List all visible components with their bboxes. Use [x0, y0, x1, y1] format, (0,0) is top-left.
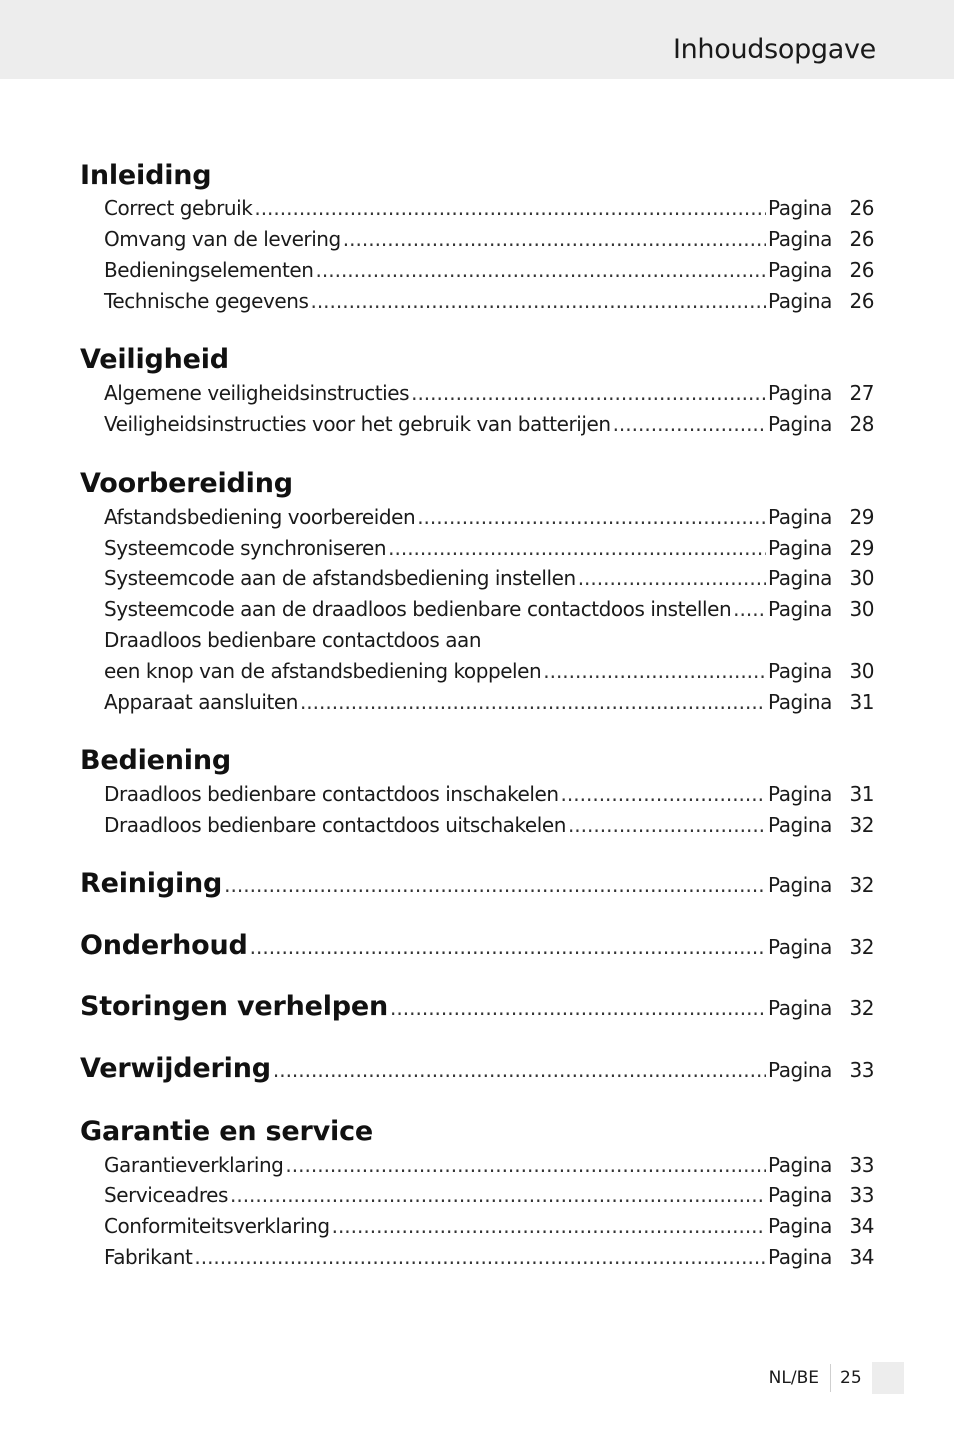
page-word: Pagina — [768, 412, 832, 436]
section-heading-bediening: Bediening — [80, 745, 232, 776]
page-number: 30 — [849, 659, 874, 683]
dot-leader — [194, 1245, 766, 1269]
page-number: 31 — [849, 782, 874, 806]
page-word: Pagina — [768, 566, 832, 590]
page-number: 32 — [849, 996, 874, 1020]
section-heading-voorbereiding: Voorbereiding — [80, 468, 293, 499]
page-word: Pagina — [768, 1183, 832, 1207]
toc-entry[interactable] — [104, 289, 874, 320]
toc-entry-label: Veiligheidsinstructies voor het gebruik van batterijen — [104, 412, 611, 436]
toc-entry[interactable] — [104, 196, 874, 227]
footer-divider — [830, 1364, 831, 1392]
toc-entry-label: Draadloos bedienbare contactdoos uitschakelen — [104, 813, 566, 837]
toc-entry[interactable] — [104, 1245, 874, 1276]
toc-entry[interactable] — [104, 258, 874, 289]
dot-leader — [224, 873, 766, 897]
page-number: 30 — [849, 597, 874, 621]
toc-entry[interactable] — [104, 412, 874, 443]
page-word: Pagina — [768, 597, 832, 621]
toc-heading-entry-verwijdering[interactable] — [80, 1053, 874, 1093]
page-number: 33 — [849, 1058, 874, 1082]
page-word: Pagina — [768, 873, 832, 897]
toc-entry-label: Omvang van de levering — [104, 227, 341, 251]
page-number: 34 — [849, 1245, 874, 1269]
toc-entry[interactable] — [104, 782, 874, 813]
page-word: Pagina — [768, 381, 832, 405]
dot-leader — [310, 289, 766, 313]
toc-heading-entry-onderhoud[interactable] — [80, 930, 874, 970]
toc-entry[interactable] — [104, 597, 874, 628]
dot-leader — [578, 566, 766, 590]
page-word: Pagina — [768, 1214, 832, 1238]
page-number: 26 — [849, 258, 874, 282]
page-word: Pagina — [768, 1058, 832, 1082]
page-number: 31 — [849, 690, 874, 714]
toc-entry-label: een knop van de afstandsbediening koppelen — [104, 659, 542, 683]
dot-leader — [230, 1183, 766, 1207]
dot-leader — [568, 813, 766, 837]
toc-entry[interactable] — [104, 227, 874, 258]
dot-leader — [332, 1214, 766, 1238]
dot-leader — [254, 196, 766, 220]
page-number: 28 — [849, 412, 874, 436]
section-heading-verwijdering: Verwijdering — [80, 1053, 271, 1084]
dot-leader — [388, 536, 766, 560]
footer-tab-marker — [872, 1362, 904, 1394]
page-number: 32 — [849, 935, 874, 959]
page-number: 34 — [849, 1214, 874, 1238]
page-number: 29 — [849, 536, 874, 560]
footer-language: NL/BE — [768, 1368, 819, 1388]
toc-entry-label: Afstandsbediening voorbereiden — [104, 505, 416, 529]
page-word: Pagina — [768, 659, 832, 683]
dot-leader — [343, 227, 766, 251]
dot-leader — [390, 996, 766, 1020]
page-word: Pagina — [768, 289, 832, 313]
dot-leader — [561, 782, 766, 806]
toc-entry[interactable] — [104, 381, 874, 412]
toc-entry-label: Systeemcode synchroniseren — [104, 536, 387, 560]
page-word: Pagina — [768, 782, 832, 806]
footer-page-number: 25 — [840, 1368, 862, 1388]
page-word: Pagina — [768, 227, 832, 251]
dot-leader — [285, 1153, 766, 1177]
toc-entry-label: Apparaat aansluiten — [104, 690, 298, 714]
page-word: Pagina — [768, 196, 832, 220]
toc-entry[interactable] — [104, 566, 874, 597]
dot-leader — [316, 258, 766, 282]
page-word: Pagina — [768, 996, 832, 1020]
section-heading-inleiding: Inleiding — [80, 160, 212, 191]
toc-entry-label: Systeemcode aan de draadloos bedienbare contactdoos instellen — [104, 597, 732, 621]
toc-entry[interactable] — [104, 505, 874, 536]
section-heading-onderhoud: Onderhoud — [80, 930, 248, 961]
dot-leader — [417, 505, 766, 529]
page-word: Pagina — [768, 813, 832, 837]
page-word: Pagina — [768, 935, 832, 959]
page-number: 32 — [849, 813, 874, 837]
toc-heading-entry-reiniging[interactable] — [80, 868, 874, 908]
page-word: Pagina — [768, 258, 832, 282]
page-number: 30 — [849, 566, 874, 590]
page-number: 26 — [849, 196, 874, 220]
toc-entry-label: Correct gebruik — [104, 196, 253, 220]
toc-entry[interactable] — [104, 1214, 874, 1245]
page-number: 29 — [849, 505, 874, 529]
toc-entry-label: Systeemcode aan de afstandsbediening instellen — [104, 566, 576, 590]
dot-leader — [543, 659, 766, 683]
toc-heading-entry-storingen[interactable] — [80, 991, 874, 1031]
dot-leader — [250, 935, 766, 959]
page-word: Pagina — [768, 1153, 832, 1177]
page-word: Pagina — [768, 690, 832, 714]
toc-entry-label: Serviceadres — [104, 1183, 228, 1207]
toc-entry-label: Bedieningselementen — [104, 258, 314, 282]
dot-leader — [273, 1058, 766, 1082]
page-footer — [0, 1362, 954, 1394]
section-heading-storingen-verhelpen: Storingen verhelpen — [80, 991, 389, 1022]
toc-entry-label-line1: Draadloos bedienbare contactdoos aan — [104, 628, 482, 652]
dot-leader — [411, 381, 766, 405]
toc-entry[interactable] — [104, 659, 874, 690]
dot-leader — [613, 412, 766, 436]
toc-entry[interactable] — [104, 536, 874, 567]
toc-entry-label: Draadloos bedienbare contactdoos inschakelen — [104, 782, 559, 806]
section-heading-garantie: Garantie en service — [80, 1116, 374, 1147]
page-word: Pagina — [768, 1245, 832, 1269]
toc-entry[interactable] — [104, 1183, 874, 1214]
page-number: 27 — [849, 381, 874, 405]
toc-entry-label: Algemene veiligheidsinstructies — [104, 381, 410, 405]
toc-entry[interactable] — [104, 690, 874, 721]
page-word: Pagina — [768, 505, 832, 529]
toc-entry-label: Technische gegevens — [104, 289, 309, 313]
page-number: 32 — [849, 873, 874, 897]
section-heading-reiniging: Reiniging — [80, 868, 223, 899]
dot-leader — [733, 597, 766, 621]
page-number: 26 — [849, 289, 874, 313]
page-number: 26 — [849, 227, 874, 251]
page-title: Inhoudsopgave — [672, 34, 876, 65]
toc-entry[interactable] — [104, 813, 874, 844]
section-heading-veiligheid: Veiligheid — [80, 344, 229, 375]
dot-leader — [300, 690, 766, 714]
toc-entry[interactable] — [104, 1153, 874, 1184]
page-word: Pagina — [768, 536, 832, 560]
toc-entry-label: Fabrikant — [104, 1245, 193, 1269]
toc-entry-label: Garantieverklaring — [104, 1153, 284, 1177]
toc-entry-label: Conformiteitsverklaring — [104, 1214, 330, 1238]
page-number: 33 — [849, 1153, 874, 1177]
page-number: 33 — [849, 1183, 874, 1207]
